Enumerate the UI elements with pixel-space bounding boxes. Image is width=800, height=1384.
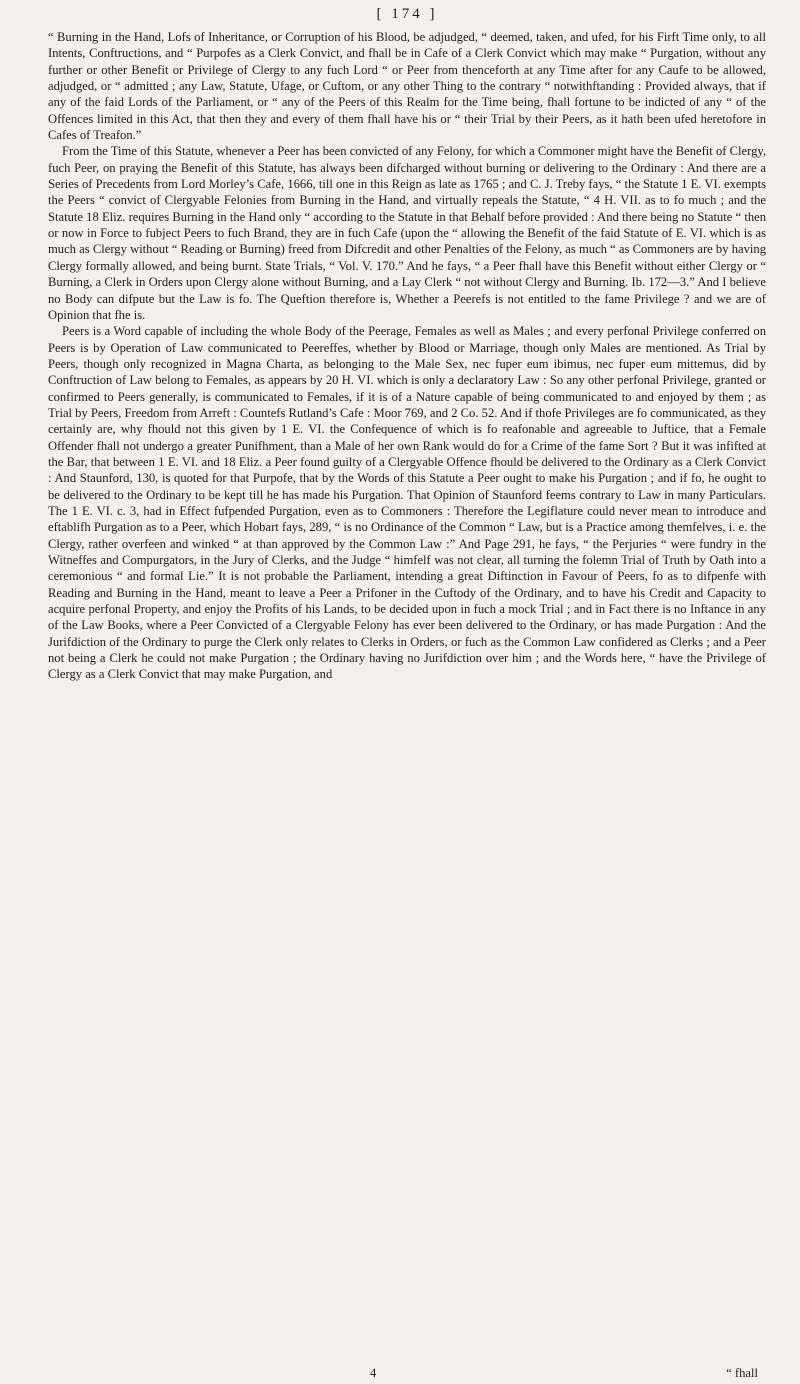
paragraph-1: “ Burning in the Hand, Lofs of Inheritance, or Corruption of his Blood, be adjudged, “ deemed, taken, and ufed, for his Firft Time only, to all Intents, Conftructions, and “ Purpofes as a Clerk Convict, and fhall be in Cafe of a Clerk Convict which may make “ Purgation, without any further or other Benefit or Privilege of Clergy to any fuch Lord “ or Peer from thenceforth at any Time after for any Caufe to be allowed, adjudged, or “ admitted ; any Law, Statute, Ufage, or Cuftom, or any other Thing to the contrary “ notwithftanding : Provided always, that if any of the faid Lords of the Parliament, or “ any of the Peers of this Realm for the Time being, fhall fortune to be indicted of any “ of the Offences limited in this Act, that then they and every of them fhall have his or “ their Trial by their Peers, as it hath been ufed heretofore in Cafes of Treafon.”: [48, 30, 766, 143]
paragraph-2: From the Time of this Statute, whenever a Peer has been convicted of any Felony, for which a Commoner might have the Benefit of Clergy, fuch Peer, on praying the Benefit of this Statute, has always been difcharged without burning or delivering to the Ordinary : And there are a Series of Precedents from Lord Morley’s Cafe, 1666, till one in this Reign as late as 1765 ; and C. J. Treby fays, “ the Statute 1 E. VI. exempts the Peers “ convict of Clergyable Felonies from Burning in the Hand, and virtually repeals the Statute, “ 4 H. VII. as to fo much ; and the Statute 18 Eliz. requires Burning in the Hand only “ according to the Statute in that Behalf before provided : And there being no Statute “ then or now in Force to fubject Peers to fuch Brand, they are in fuch Cafe (upon the “ allowing the Benefit of the faid Statute of E. VI. which is as much as Clergy without “ Reading or Burning) freed from Difcredit and other Penalties of the Felony, as much “ as Commoners are by having Clergy formally allowed, and being burnt. State Trials, “ Vol. V. 170.” And he fays, “ a Peer fhall have this Benefit without either Clergy or “ Burning, a Clerk in Orders upon Clergy alone without Burning, and a Lay Clerk “ not without Clergy and Burning. Ib. 172—3.” And I believe no Body can difpute but the Law is fo. The Queftion therefore is, Whether a Peerefs is not entitled to the fame Privilege ? and we are of Opinion that fhe is.: [48, 144, 766, 322]
paragraph-3: Peers is a Word capable of including the whole Body of the Peerage, Females as well as Males ; and every perfonal Privilege conferred on Peers is by Operation of Law communicated to Peereffes, whether by Blood or Marriage, though only Males are mentioned. As Trial by Peers, though only recognized in Magna Charta, as belonging to the Male Sex, nec fuper eum ibimus, nec fuper eum mittemus, did by Conftruction of Law belong to Females, as appears by 20 H. VI. which is only a declaratory Law : So any other perfonal Privilege, granted or confirmed to Peers generally, is communicated to Females, if it is of a Nature capable of being communicated to and enjoyed by them ; as Trial by Peers, Freedom from Arreft : Countefs Rutland’s Cafe : Moor 769, and 2 Co. 52. And if thofe Privileges are fo communicated, as they certainly are, why fhould not this given by 1 E. VI. the Confequence of which is fo reafonable and agreeable to Juftice, that a Female Offender fhall not undergo a greater Punifhment, than a Male of her own Rank would do for a Crime of the fame Sort ? But it was infifted at the Bar, that between 1 E. VI. and 18 Eliz. a Peer found guilty of a Clergyable Offence fhould be delivered to the Ordinary as a Clerk Convict : And Staunford, 130, is quoted for that Purpofe, that by the Words of this Statute a Peer ought to make his Purgation ; and if fo, he ought to be delivered to the Ordinary to be kept till he has made his Purgation. That Opinion of Staunford feems contrary to Law in many Particulars. The 1 E. VI. c. 3, had in Effect fufpended Purgation, even as to Commoners : Therefore the Legiflature could never mean to introduce and eftablifh Purgation as to a Peer, which Hobart fays, 289, “ is no Ordinance of the Common “ Law, but is a Practice among themfelves, i. e. the Clergy, rather overfeen and winked “ at than approved by the Common Law :” And Page 291, he fays, “ the Perjuries “ were fundry in the Witneffes and Compurgators, in the Jury of Clerks, and the Judge “ himfelf was not clear, all turning the folemn Trial of Truth by Oath into a ceremonious “ and formal Lie.” It is not probable the Parliament, intending a great Diftinction in Favour of Peers, fo as to difpenfe with Reading and Burning in the Hand, meant to leave a Peer a Prifoner in the Cuftody of the Ordinary, and to have his Credit and Capacity to acquire perfonal Property, and enjoy the Profits of his Lands, to be decided upon in fuch a mock Trial ; and in Fact there is no Inftance in any of the Law Books, where a Peer Convicted of a Clergyable Felony has ever been delivered to the Ordinary, or has made Purgation : And the Jurifdiction of the Ordinary to purge the Clerk only relates to Clerks in Orders, or fuch as the Common Law confidered as Clerks ; and a Peer not being a Clerk he could not make Purgation ; the Ordinary having no Jurifdiction over him ; and the Words here, “ have the Privilege of Clergy as a Clerk Convict that may make Purgation, and: [48, 324, 766, 682]
page-number: [ 174 ]: [376, 6, 438, 22]
catchword: “ fhall: [726, 1366, 758, 1380]
body-text: [48, 29, 766, 683]
signature-mark: 4: [370, 1366, 377, 1380]
